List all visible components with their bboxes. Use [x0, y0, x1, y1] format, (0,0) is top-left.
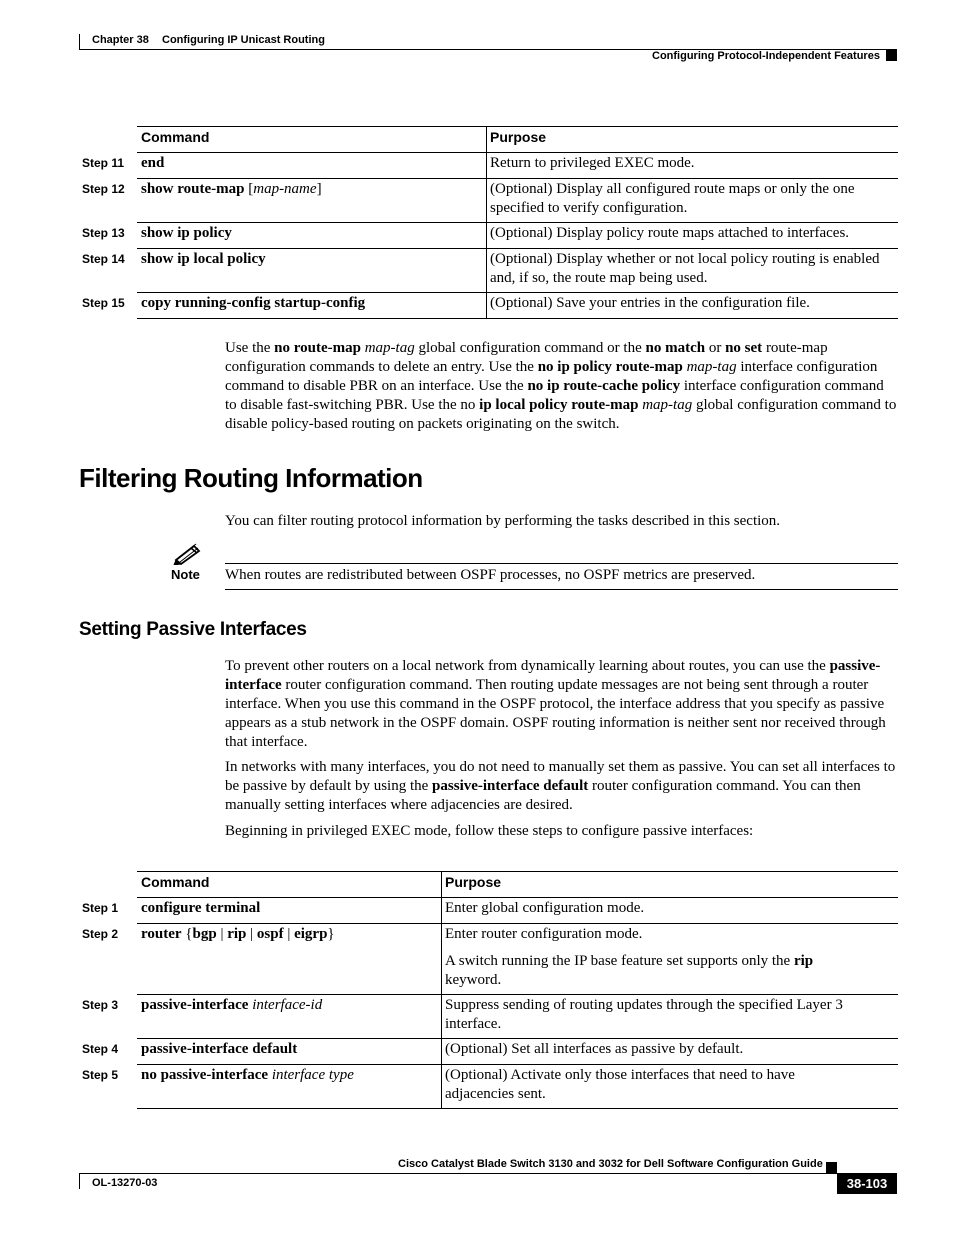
command-cell: [141, 250, 266, 269]
table2-header-command: Command: [141, 874, 210, 890]
step-label: Step 12: [82, 182, 125, 196]
section-heading-filtering: Filtering Routing Information: [79, 463, 423, 493]
command-text: end: [141, 155, 165, 171]
command-cell: [141, 180, 322, 199]
purpose-cell: (Optional) Display all configured route maps or only the one specified to verify configuration.: [490, 181, 855, 216]
header-black-square: [886, 50, 897, 61]
command-text: no passive-interface: [141, 1067, 269, 1083]
command-text: router: [141, 926, 182, 942]
filter-intro-paragraph: You can filter routing protocol information by performing the tasks described in this section.: [225, 513, 781, 529]
note-label: Note: [171, 567, 200, 582]
command-cell: [141, 154, 164, 173]
pbr-disable-paragraph: Use the no route-map map-tag global configuration command or the no match or no set route-map configuration commands to delete an entry. Use the no ip policy route-map map-tag interface configuration command to disable PBR on an interface. Use the no ip route-cache policy interface configuration command to disable fast-switching PBR. Use the no ip local policy route-map map-tag global configuration command to disable policy-based routing on packets originating on the switch.: [225, 340, 897, 432]
command-text: show route-map: [141, 181, 245, 197]
bracket: [: [244, 181, 254, 197]
note-text: When routes are redistributed between OSPF processes, no OSPF metrics are preserved.: [225, 567, 756, 583]
step-label: Step 13: [82, 226, 125, 240]
purpose-cell: Enter router configuration mode.: [445, 926, 643, 942]
step-label: Step 15: [82, 296, 125, 310]
table2-header-purpose: Purpose: [445, 874, 502, 890]
purpose-cell: (Optional) Save your entries in the configuration file.: [490, 295, 810, 311]
step-label: Step 14: [82, 252, 125, 266]
command-text: passive-interface: [141, 997, 249, 1013]
footer-guide-title: Cisco Catalyst Blade Switch 3130 and 3032 for Dell Software Configuration Guide: [398, 1158, 823, 1170]
steps-intro-paragraph: Beginning in privileged EXEC mode, follow these steps to configure passive interfaces:: [225, 823, 754, 839]
command-cell: [141, 1040, 297, 1059]
step-label: Step 4: [82, 1042, 119, 1056]
header-left-bar: [79, 34, 80, 50]
step-label: Step 11: [82, 156, 125, 170]
command-cell: [141, 294, 365, 313]
purpose-cell: (Optional) Activate only those interfaces that need to have adjacencies sent.: [445, 1067, 795, 1102]
step-label: Step 2: [82, 927, 119, 941]
step-label: Step 3: [82, 998, 119, 1012]
command-argument: interface type: [271, 1067, 354, 1083]
command-text: copy running-config startup-config: [141, 295, 366, 311]
header-chapter-title: Configuring IP Unicast Routing: [162, 34, 325, 46]
footer-doc-number: OL-13270-03: [92, 1177, 158, 1189]
footer-black-square: [826, 1162, 837, 1173]
header-section: Configuring Protocol-Independent Features: [652, 50, 880, 62]
section-heading-passive-interfaces: Setting Passive Interfaces: [79, 619, 307, 640]
step-label: Step 5: [82, 1068, 119, 1082]
purpose-cell: (Optional) Display whether or not local policy routing is enabled and, if so, the route map being used.: [490, 251, 880, 286]
purpose-cell: (Optional) Display policy route maps attached to interfaces.: [490, 225, 850, 241]
purpose-cell: Suppress sending of routing updates through the specified Layer 3 interface.: [445, 997, 843, 1032]
pencil-note-icon: [172, 541, 202, 565]
note-bottom-rule: [225, 589, 898, 590]
footer-rule: [79, 1173, 897, 1174]
table1-header-purpose: Purpose: [490, 129, 547, 145]
command-text: show ip policy: [141, 225, 232, 241]
command-text: passive-interface default: [141, 1041, 298, 1057]
command-argument: interface-id: [252, 997, 323, 1013]
command-cell: [141, 224, 232, 243]
command-cell: [141, 899, 260, 918]
command-text: configure terminal: [141, 900, 261, 916]
purpose-note: A switch running the IP base feature set supports only the rip keyword.: [445, 953, 814, 988]
bracket: ]: [316, 181, 322, 197]
note-top-rule: [225, 563, 898, 564]
command-cell: [141, 1066, 354, 1085]
purpose-cell: Enter global configuration mode.: [445, 900, 645, 916]
step-label: Step 1: [82, 901, 119, 915]
page-number: 38-103: [837, 1174, 897, 1194]
header-chapter: Chapter 38: [92, 34, 149, 46]
footer-left-bar: [79, 1173, 80, 1189]
command-cell: router {bgp | rip | ospf | eigrp}: [141, 926, 335, 942]
passive-default-paragraph: In networks with many interfaces, you do not need to manually set them as passive. You can set all interfaces to be passive by default by using the passive-interface default router configuration command. You can then manually setting interfaces where adjacencies are desired.: [225, 759, 896, 813]
command-cell: [141, 996, 322, 1015]
purpose-cell: Return to privileged EXEC mode.: [490, 155, 695, 171]
command-argument: map-name: [253, 181, 317, 197]
table1-header-command: Command: [141, 129, 210, 145]
passive-intro-paragraph: To prevent other routers on a local network from dynamically learning about routes, you can use the passive-interface router configuration command. Then routing update messages are not being sent through a router interface. When you use this command in the OSPF protocol, the interface address that you specify as passive appears as a stub network in the OSPF domain. OSPF routing information is neither sent nor received through that interface.: [225, 658, 886, 750]
command-text: show ip local policy: [141, 251, 266, 267]
purpose-cell: (Optional) Set all interfaces as passive by default.: [445, 1041, 744, 1057]
